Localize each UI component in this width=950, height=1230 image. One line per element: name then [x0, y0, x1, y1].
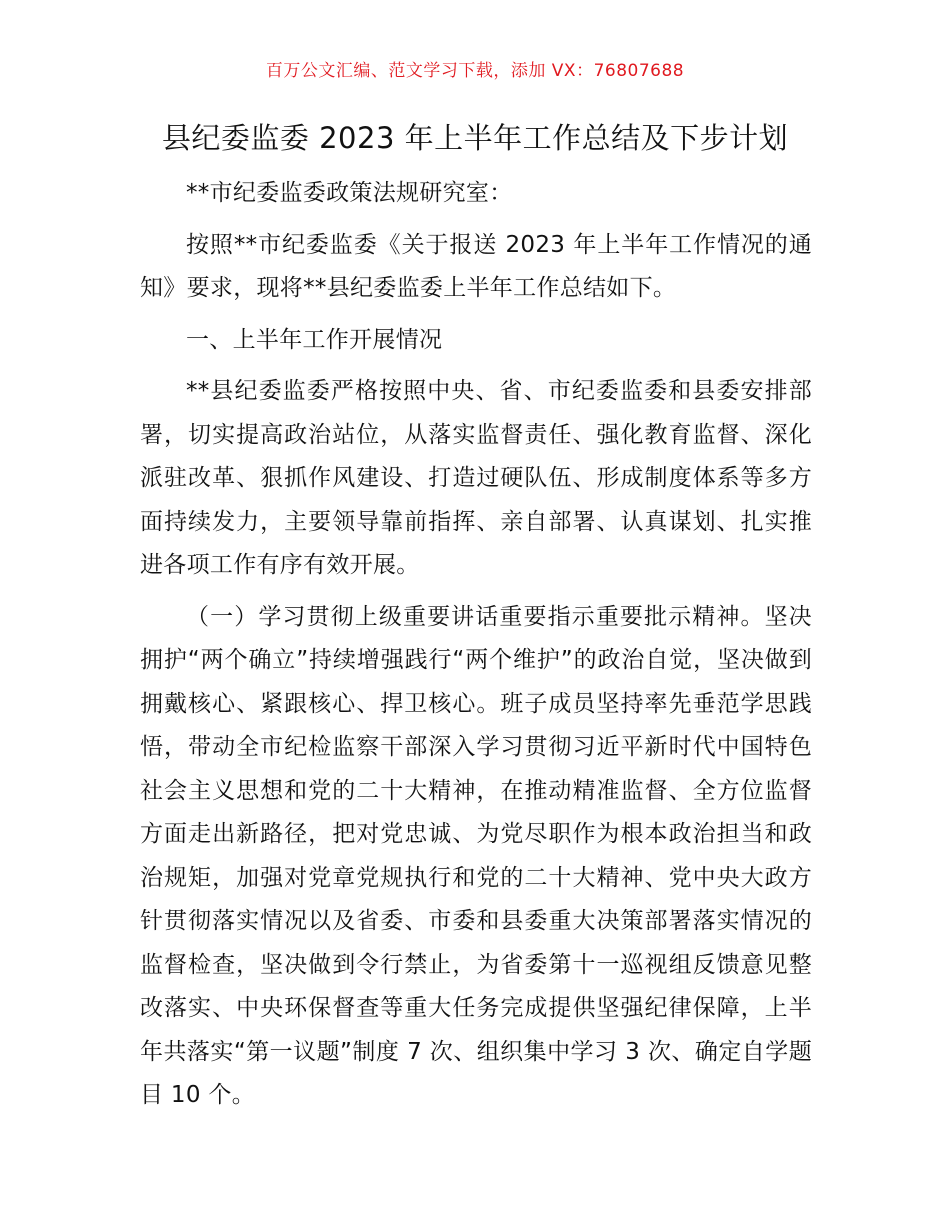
salutation: **市纪委监委政策法规研究室：: [186, 180, 513, 206]
intro-paragraph: 按照**市纪委监委《关于报送 2023 年上半年工作情况的通知》要求，现将**县纪委监委上半年工作总结如下。: [140, 231, 812, 301]
section-paragraph-1: **县纪委监委严格按照中央、省、市纪委监委和县委安排部署，切实提高政治站位，从落实监督责任、强化教育监督、深化派驻改革、狠抓作风建设、打造过硬队伍、形成制度体系等多方面持续发力，主要领导靠前指挥、亲自部署、认真谋划、扎实推进各项工作有序有效开展。: [140, 378, 812, 578]
subsection-paragraph-1: （一）学习贯彻上级重要讲话重要指示重要批示精神。坚决拥护“两个确立”持续增强践行“两个维护”的政治自觉，坚决做到拥戴核心、紧跟核心、捍卫核心。班子成员坚持率先垂范学思践悟，带动全市纪检监察干部深入学习贯彻习近平新时代中国特色社会主义思想和党的二十大精神，在推动精准监督、全方位监督方面走出新路径，把对党忠诚、为党尽职作为根本政治担当和政治规矩，加强对党章党规执行和党的二十大精神、党中央大政方针贯彻落实情况以及省委、市委和县委重大决策部署落实情况的监督检查，坚决做到令行禁止，为省委第十一巡视组反馈意见整改落实、中央环保督查等重大任务完成提供坚强纪律保障，上半年共落实“第一议题”制度 7 次、组织集中学习 3 次、确定自学题目 10 个。: [140, 603, 812, 1108]
document-body: [140, 172, 812, 1126]
section-heading-1: 一、上半年工作开展情况: [186, 326, 443, 353]
document-title: 县纪委监委 2023 年上半年工作总结及下步计划: [161, 121, 789, 155]
header-banner: 百万公文汇编、范文学习下载，添加 VX：76807688: [265, 61, 685, 81]
